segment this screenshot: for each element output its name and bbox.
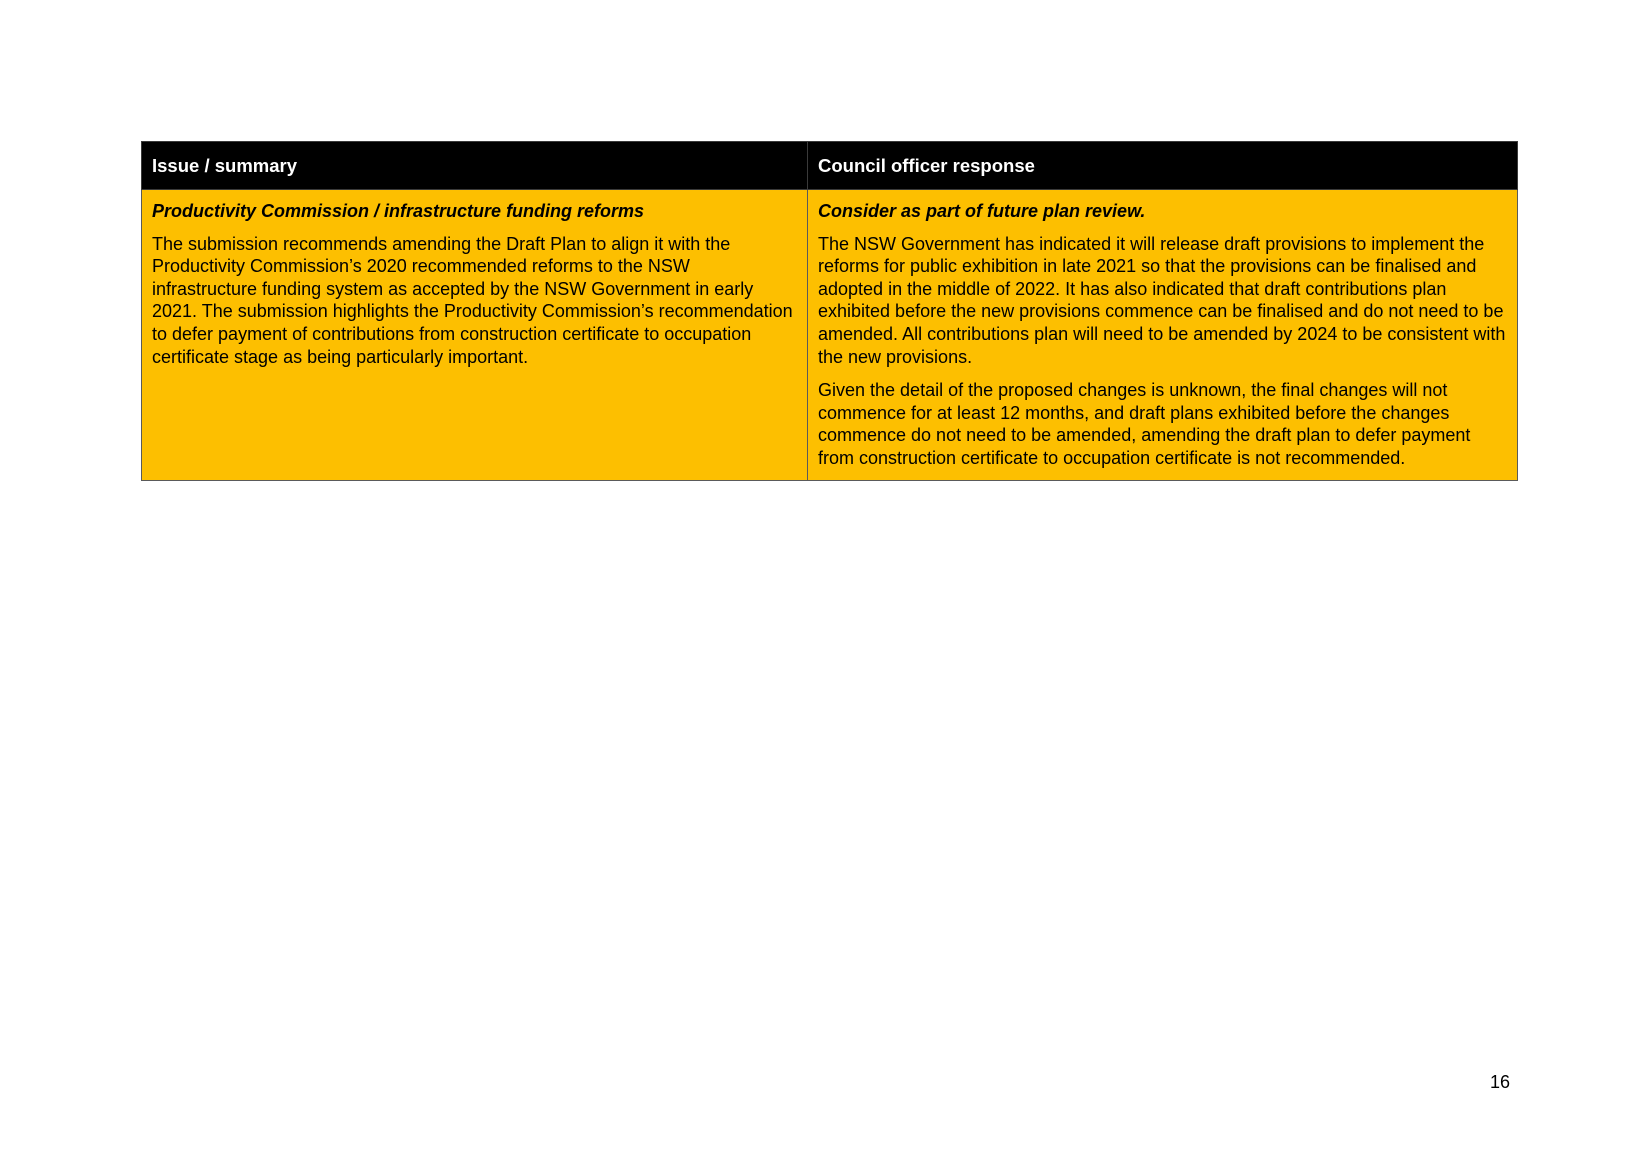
response-heading: Consider as part of future plan review.	[818, 201, 1146, 221]
issue-heading: Productivity Commission / infrastructure funding reforms	[152, 201, 645, 221]
issue-cell	[142, 190, 808, 481]
submission-response-table	[141, 141, 1518, 481]
response-paragraph: Given the detail of the proposed changes is unknown, the final changes will not commence for at least 12 months, and draft plans exhibited before the changes commence do not need to be amended, amending the draft plan to defer payment from construction certificate to occupation certificate is not recommended.	[818, 380, 1471, 468]
column-header-council-response: Council officer response	[808, 142, 1518, 190]
response-cell	[808, 190, 1518, 481]
page-number: 16	[1489, 1072, 1510, 1092]
table-header-row	[142, 142, 1518, 190]
issue-text: The submission recommends amending the Draft Plan to align it with the Productivity Commission’s 2020 recommended reforms to the NSW infrastructure funding system as accepted by the NSW Government in early 2021. The submission highlights the Productivity Commission’s recommendation to defer payment of contributions from construction certificate to occupation certificate stage as being particularly important.	[152, 233, 793, 367]
response-paragraph: The NSW Government has indicated it will release draft provisions to implement the reforms for public exhibition in late 2021 so that the provisions can be finalised and adopted in the middle of 2022. It has also indicated that draft contributions plan exhibited before the new provisions commence can be finalised and do not need to be amended. All contributions plan will need to be amended by 2024 to be consistent with the new provisions.	[818, 233, 1506, 367]
table-row	[142, 190, 1518, 481]
column-header-issue-summary: Issue / summary	[142, 142, 808, 190]
